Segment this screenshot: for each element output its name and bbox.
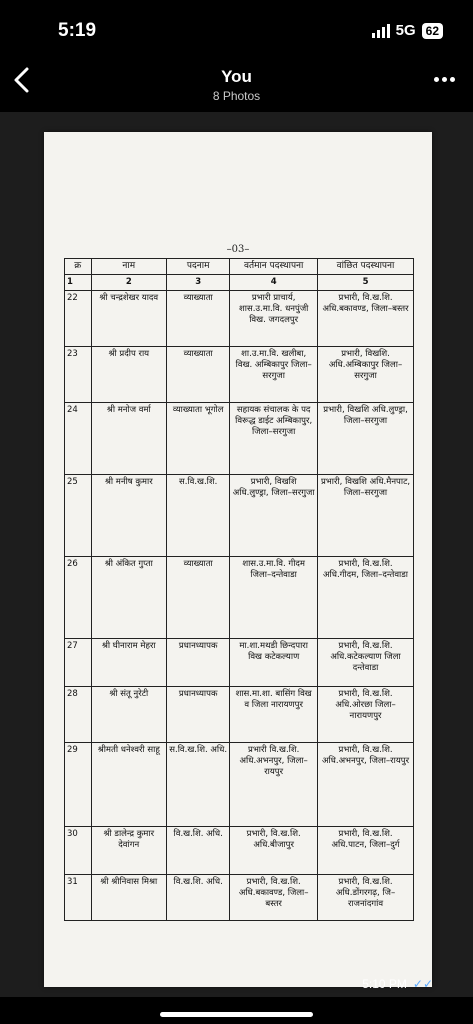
cell-name: श्री डालेन्द्र कुमार देवांगन [91,827,167,875]
cell-current: प्रभारी प्राचार्य, शास.उ.मा.वि. धनपुंजी विख. जगदलपुर [230,291,318,347]
cell-current: मा.शा.मथडी छिन्दपारा विख कटेकल्याण [230,639,318,687]
chat-title: You [221,67,252,86]
cell-name: श्री मनोज वर्मा [91,403,167,475]
column-header: नाम [91,259,167,275]
cell-sn: 23 [65,347,92,403]
table-header-row [65,259,414,275]
cell-current: प्रभारी, विखशि अधि.लुण्ड्रा, जिला–सरगुजा [230,475,318,557]
cell-current: शा.उ.मा.वि. खलीबा, विख. अम्बिकापुर जिला–सरगुजा [230,347,318,403]
cell-desired: प्रभारी, विखशि अधि.लुण्ड्रा, जिला–सरगुजा [318,403,414,475]
column-number-row [65,275,414,291]
home-indicator[interactable] [160,1012,313,1017]
cell-name: श्री अंकित गुप्ता [91,557,167,639]
cell-sn: 26 [65,557,92,639]
cell-desired: प्रभारी, वि.ख.शि. अधि.अभनपुर, जिला–रायपुर [318,743,414,827]
cell-desired: प्रभारी, वि.ख.शि. अधि.डोंगरगढ़, जि–राजनांदगांव [318,875,414,921]
battery-icon: 62 [422,23,443,39]
photo-viewer[interactable] [0,112,473,997]
table-row [65,875,414,921]
cell-designation: व्याख्याता [167,557,230,639]
status-bar [0,0,473,52]
column-number: 2 [91,275,167,291]
cell-name: श्री मनीष कुमार [91,475,167,557]
cell-designation: स.वि.ख.शि. अधि. [167,743,230,827]
cell-current: प्रभारी वि.ख.शि. अधि.अभनपुर, जिला–रायपुर [230,743,318,827]
cell-name: श्रीमती धनेश्वरी साहू [91,743,167,827]
cell-sn: 29 [65,743,92,827]
table-row [65,557,414,639]
transfer-table [64,258,414,921]
cell-sn: 24 [65,403,92,475]
table-row [65,827,414,875]
cell-designation: प्रधानध्यापक [167,687,230,743]
column-header: पदनाम [167,259,230,275]
table-row [65,347,414,403]
cell-sn: 28 [65,687,92,743]
cell-name: श्री श्रीनिवास मिश्रा [91,875,167,921]
cell-designation: प्रधानध्यापक [167,639,230,687]
cell-designation: वि.ख.शि. अधि. [167,875,230,921]
column-number: 1 [65,275,92,291]
cell-designation: व्याख्याता [167,291,230,347]
cell-name: श्री घीनाराम मेहरा [91,639,167,687]
cell-desired: प्रभारी, वि.ख.शि. अधि.पाटन, जिला–दुर्ग [318,827,414,875]
cell-name: श्री चन्द्रशेखर यादव [91,291,167,347]
cell-designation: स.वि.ख.शि. [167,475,230,557]
column-number: 5 [318,275,414,291]
cell-current: प्रभारी, वि.ख.शि. अधि.बीजापुर [230,827,318,875]
status-indicators [372,22,443,39]
cell-current: शास.उ.मा.वि. गीदम जिला–दन्तेवाडा [230,557,318,639]
cell-designation: वि.ख.शि. अधि. [167,827,230,875]
cell-sn: 27 [65,639,92,687]
photo-count: 8 Photos [212,89,261,103]
timestamp-text: 5:10 PM [362,977,407,991]
cell-sn: 22 [65,291,92,347]
cell-designation: व्याख्याता [167,347,230,403]
column-number: 3 [167,275,230,291]
table-row [65,475,414,557]
message-timestamp [362,977,433,991]
cell-desired: प्रभारी, वि.ख.शि. अधि.बकावण्ड, जिला–बस्तर [318,291,414,347]
cell-desired: प्रभारी, वि.ख.शि. अधि.गीदम, जिला–दन्तेवाडा [318,557,414,639]
status-time: 5:19 [58,20,97,41]
cell-sn: 25 [65,475,92,557]
table-row [65,743,414,827]
page-number: –03– [226,244,250,255]
table-row [65,687,414,743]
ellipsis-icon[interactable] [434,77,455,82]
cell-current: प्रभारी, वि.ख.शि. अधि.बकावण्ड, जिला–बस्तर [230,875,318,921]
cell-desired: प्रभारी, वि.ख.शि. अधि.ओरछा जिला–नारायणपुर [318,687,414,743]
nav-bar [0,55,473,110]
cell-desired: प्रभारी, विखशि अधि.मैनपाट, जिला–सरगुजा [318,475,414,557]
cell-current: शास.मा.शा. बासिंग विख व जिला नारायणपुर [230,687,318,743]
column-header: क्र [65,259,92,275]
document-page [44,132,432,987]
cell-desired: प्रभारी, विखशि. अधि.अम्बिकापुर जिला–सरगुजा [318,347,414,403]
table-row [65,291,414,347]
table-row [65,639,414,687]
column-header: वर्तमान पदस्थापना [230,259,318,275]
cell-sn: 30 [65,827,92,875]
cell-current: सहायक संचालक के पद विरूद्ध डाईट अम्बिकापुर, जिला–सरगुजा [230,403,318,475]
column-header: वांछित पदस्थापना [318,259,414,275]
network-label: 5G [395,22,416,39]
cell-name: श्री संतू नुरेटी [91,687,167,743]
signal-icon [372,24,390,38]
column-number: 4 [230,275,318,291]
cell-name: श्री प्रदीप राय [91,347,167,403]
table-row [65,403,414,475]
double-check-icon: ✓✓ [412,977,433,991]
cell-designation: व्याख्याता भूगोल [167,403,230,475]
cell-desired: प्रभारी, वि.ख.शि. अधि.कटेकल्याण जिला दन्तेवाडा [318,639,414,687]
cell-sn: 31 [65,875,92,921]
